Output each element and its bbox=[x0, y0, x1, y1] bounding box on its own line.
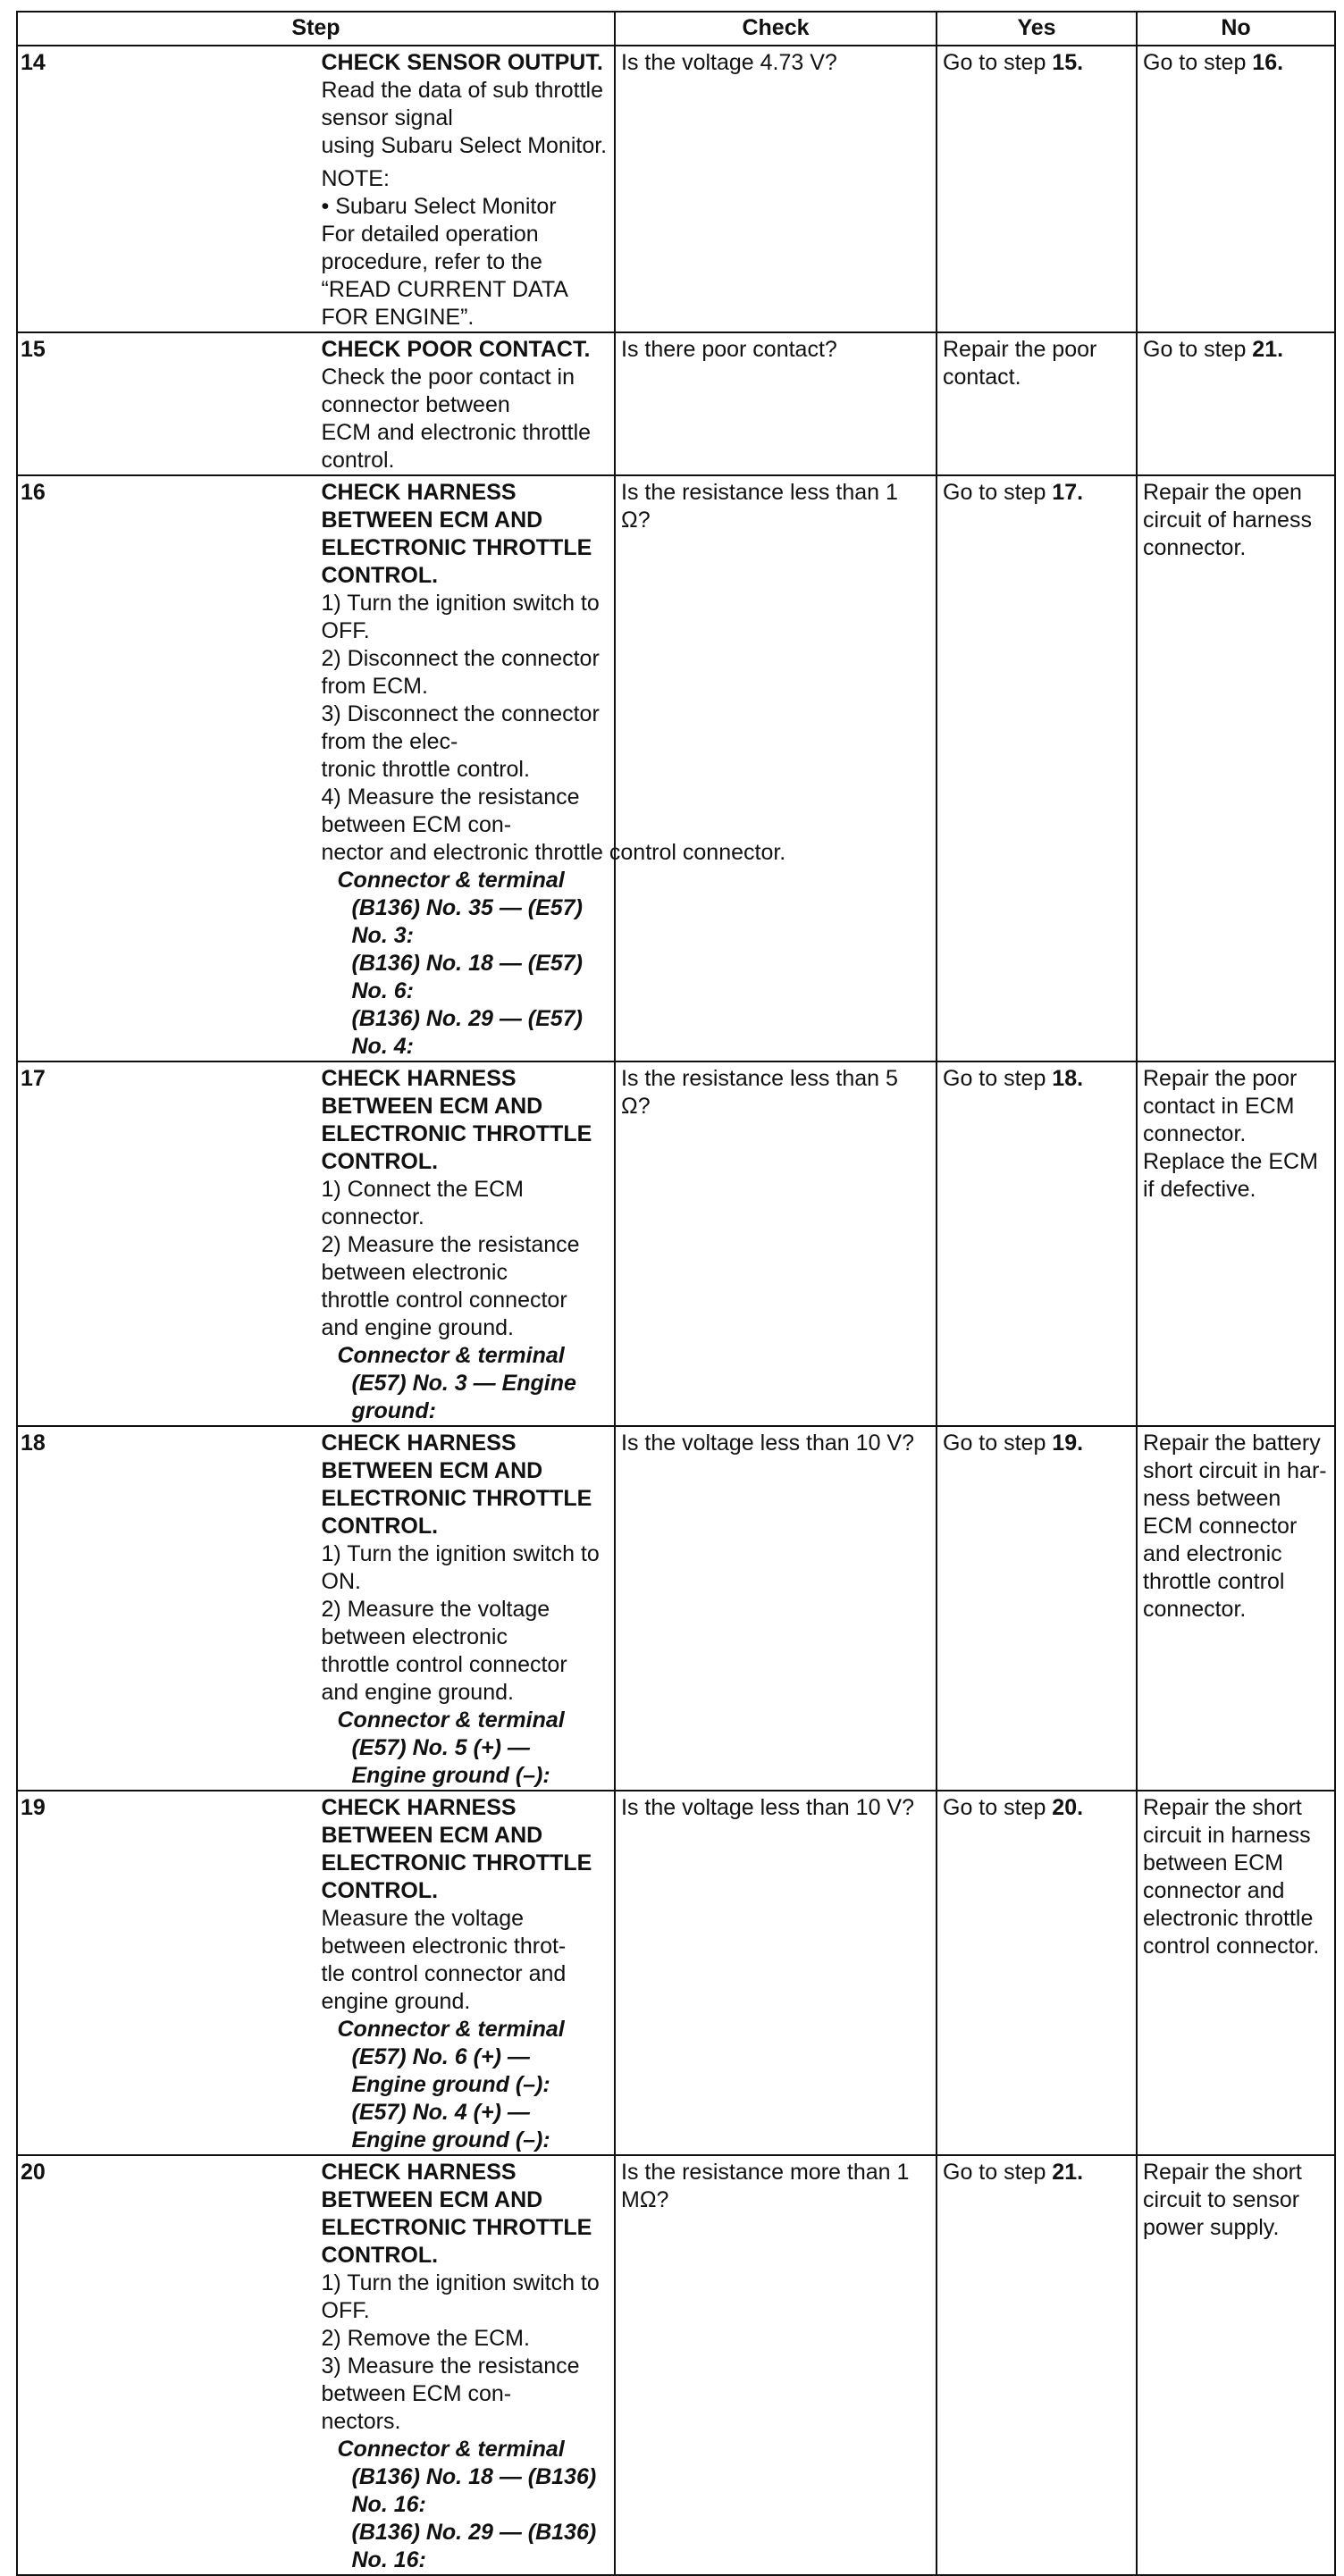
check-question: Is the resistance less than 1 Ω? bbox=[621, 480, 898, 533]
step-number: 18 bbox=[21, 1431, 46, 1456]
connector-terminal: (B136) No. 29 — (B136) No. 16: bbox=[351, 2520, 597, 2572]
yes-action: Go to step 19. bbox=[943, 1431, 1084, 1456]
connector-label: Connector & terminal bbox=[337, 868, 565, 893]
step-title: CHECK HARNESS BETWEEN ECM AND ELECTRONIC THROTTLE CONTROL. bbox=[321, 480, 592, 588]
table-row bbox=[17, 1061, 1335, 1426]
step-text: tle control connector and engine ground. bbox=[321, 1961, 567, 2014]
header-row bbox=[17, 12, 1335, 46]
table-row bbox=[17, 1426, 1335, 1791]
connector-terminal: (E57) No. 4 (+) — Engine ground (–): bbox=[351, 2100, 550, 2152]
step-text: Read the data of sub throttle sensor signal bbox=[321, 78, 603, 130]
table-row bbox=[17, 46, 1335, 332]
table-row bbox=[17, 332, 1335, 475]
step-text: 3) Disconnect the connector from the elec- bbox=[321, 701, 600, 754]
step-number: 15 bbox=[21, 337, 46, 362]
header-step: Step bbox=[17, 12, 615, 46]
connector-terminal: (B136) No. 35 — (E57) No. 3: bbox=[351, 895, 583, 948]
table-row bbox=[17, 475, 1335, 1061]
connector-label: Connector & terminal bbox=[337, 1708, 565, 1733]
step-text: 2) Measure the resistance between electronic bbox=[321, 1232, 580, 1285]
check-question: Is there poor contact? bbox=[621, 337, 837, 362]
header-no: No bbox=[1137, 12, 1335, 46]
step-text: 4) Measure the resistance between ECM con- bbox=[321, 785, 580, 837]
connector-label: Connector & terminal bbox=[337, 1343, 565, 1368]
no-action: Repair the short circuit to sensor power supply. bbox=[1143, 2160, 1302, 2240]
note-text: • Subaru Select Monitor bbox=[321, 194, 557, 219]
step-text: Check the poor contact in connector between bbox=[321, 365, 575, 417]
table-row bbox=[17, 2155, 1335, 2575]
header-check: Check bbox=[615, 12, 937, 46]
step-title: CHECK SENSOR OUTPUT. bbox=[321, 50, 603, 75]
step-title: CHECK HARNESS BETWEEN ECM AND ELECTRONIC THROTTLE CONTROL. bbox=[321, 1431, 592, 1539]
step-number: 17 bbox=[21, 1066, 46, 1091]
step-text: 3) Measure the resistance between ECM con- bbox=[321, 2354, 580, 2406]
step-text: throttle control connector and engine ground. bbox=[321, 1652, 567, 1705]
check-question: Is the voltage less than 10 V? bbox=[621, 1795, 914, 1820]
yes-action: Go to step 21. bbox=[943, 2160, 1084, 2185]
note-label: NOTE: bbox=[321, 166, 390, 191]
step-title: CHECK HARNESS BETWEEN ECM AND ELECTRONIC THROTTLE CONTROL. bbox=[321, 2160, 592, 2268]
step-text: 2) Remove the ECM. bbox=[321, 2326, 530, 2351]
step-number: 19 bbox=[21, 1795, 46, 1820]
step-text: using Subaru Select Monitor. bbox=[321, 133, 608, 158]
table-row bbox=[17, 1791, 1335, 2155]
note-text: For detailed operation procedure, refer to the bbox=[321, 222, 542, 274]
connector-label: Connector & terminal bbox=[337, 2437, 565, 2462]
step-text: Measure the voltage between electronic throt- bbox=[321, 1906, 567, 1959]
yes-action: Repair the poor contact. bbox=[943, 337, 1097, 390]
step-text: 1) Turn the ignition switch to OFF. bbox=[321, 591, 600, 643]
step-text: 2) Disconnect the connector from ECM. bbox=[321, 646, 600, 699]
header-yes: Yes bbox=[937, 12, 1137, 46]
step-title: CHECK HARNESS BETWEEN ECM AND ELECTRONIC THROTTLE CONTROL. bbox=[321, 1066, 592, 1174]
no-action: Go to step 21. bbox=[1143, 337, 1284, 362]
no-action: Repair the open circuit of harness connector. bbox=[1143, 480, 1312, 560]
yes-action: Go to step 17. bbox=[943, 480, 1084, 505]
step-text: ECM and electronic throttle control. bbox=[321, 420, 592, 473]
step-text: 2) Measure the voltage between electronic bbox=[321, 1597, 550, 1649]
no-action: Go to step 16. bbox=[1143, 50, 1284, 75]
connector-label: Connector & terminal bbox=[337, 2017, 565, 2042]
connector-terminal: (B136) No. 18 — (E57) No. 6: bbox=[351, 951, 583, 1003]
step-text: tronic throttle control. bbox=[321, 757, 530, 782]
connector-terminal: (B136) No. 29 — (E57) No. 4: bbox=[351, 1006, 583, 1059]
yes-action: Go to step 15. bbox=[943, 50, 1084, 75]
step-text: throttle control connector and engine ground. bbox=[321, 1288, 567, 1340]
step-number: 20 bbox=[21, 2160, 46, 2185]
no-action: Repair the battery short circuit in har- ness between ECM connector and electronic throttle control connector. bbox=[1143, 1431, 1327, 1622]
check-question: Is the voltage 4.73 V? bbox=[621, 50, 837, 75]
no-action: Repair the short circuit in harness between ECM connector and electronic throttle control connector. bbox=[1143, 1795, 1320, 1959]
connector-terminal: (B136) No. 18 — (B136) No. 16: bbox=[351, 2464, 597, 2517]
yes-action: Go to step 18. bbox=[943, 1066, 1084, 1091]
check-question: Is the voltage less than 10 V? bbox=[621, 1431, 914, 1456]
step-text: nector and electronic throttle control connector. bbox=[321, 840, 786, 865]
connector-terminal: (E57) No. 6 (+) — Engine ground (–): bbox=[351, 2044, 550, 2097]
connector-terminal: (E57) No. 5 (+) — Engine ground (–): bbox=[351, 1735, 550, 1788]
yes-action: Go to step 20. bbox=[943, 1795, 1084, 1820]
step-text: nectors. bbox=[321, 2409, 401, 2434]
step-text: 1) Turn the ignition switch to OFF. bbox=[321, 2270, 600, 2323]
step-text: 1) Turn the ignition switch to ON. bbox=[321, 1541, 600, 1594]
connector-terminal: (E57) No. 3 — Engine ground: bbox=[351, 1371, 576, 1423]
step-title: CHECK HARNESS BETWEEN ECM AND ELECTRONIC THROTTLE CONTROL. bbox=[321, 1795, 592, 1903]
step-number: 16 bbox=[21, 480, 46, 505]
step-number: 14 bbox=[21, 50, 46, 75]
diagnostic-procedure-table bbox=[16, 11, 1336, 2576]
check-question: Is the resistance less than 5 Ω? bbox=[621, 1066, 898, 1119]
step-title: CHECK POOR CONTACT. bbox=[321, 337, 591, 362]
check-question: Is the resistance more than 1 MΩ? bbox=[621, 2160, 910, 2212]
step-text: 1) Connect the ECM connector. bbox=[321, 1177, 524, 1229]
no-action: Repair the poor contact in ECM connector. Replace the ECM if defective. bbox=[1143, 1066, 1318, 1202]
note-text: “READ CURRENT DATA FOR ENGINE”. bbox=[321, 277, 567, 330]
